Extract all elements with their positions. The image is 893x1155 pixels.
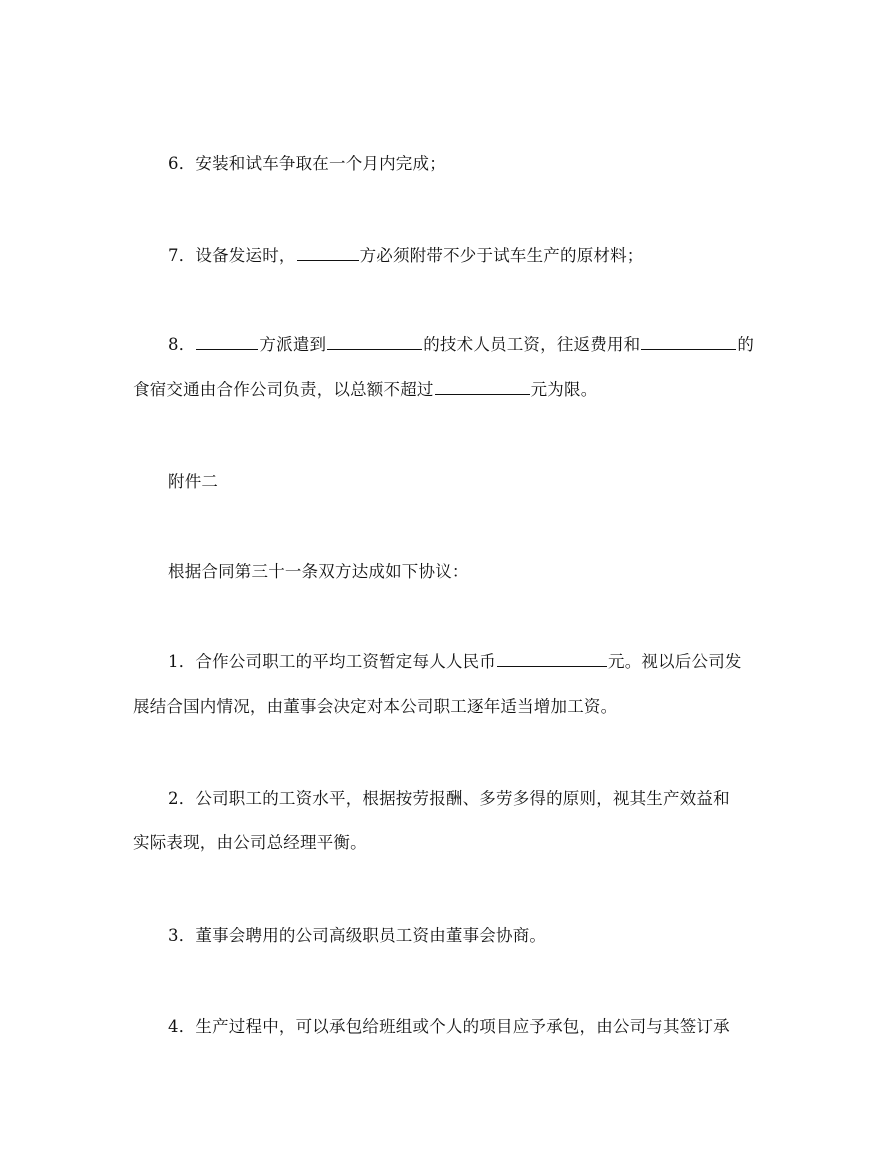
clause-8-text-1: 方派遣到 xyxy=(259,335,327,354)
annex-clause-2-text: 2．公司职工的工资水平，根据按劳报酬、多劳多得的原则，视其生产效益和 xyxy=(168,789,730,808)
annex-clause-1-text-end: 元。视以后公司发 xyxy=(608,652,742,671)
annex-title-text: 附件二 xyxy=(168,472,219,491)
clause-8-text-3: 的 xyxy=(737,335,755,354)
clause-7 xyxy=(168,245,644,267)
annex-clause-3-text: 3．董事会聘用的公司高级职员工资由董事会协商。 xyxy=(168,926,547,945)
blank-line xyxy=(497,651,607,667)
blank-line xyxy=(196,334,258,350)
annex-intro xyxy=(168,561,469,583)
annex-clause-4 xyxy=(168,1016,730,1038)
annex-intro-text: 根据合同第三十一条双方达成如下协议： xyxy=(168,562,469,581)
clause-7-text-end: 方必须附带不少于试车生产的原材料； xyxy=(359,246,644,265)
clause-6 xyxy=(168,153,446,175)
annex-clause-1-continuation xyxy=(133,696,617,718)
annex-clause-1-text-start: 1．合作公司职工的平均工资暂定每人人民币 xyxy=(168,652,496,671)
clause-7-text-start: 7．设备发运时， xyxy=(168,246,296,265)
blank-line xyxy=(297,245,359,261)
annex-clause-2-continuation xyxy=(133,832,367,854)
clause-8-text-5: 元为限。 xyxy=(530,380,598,399)
clause-6-text: 6．安装和试车争取在一个月内完成； xyxy=(168,154,446,173)
annex-clause-2 xyxy=(168,788,730,810)
clause-8-continuation xyxy=(133,379,597,401)
annex-clause-4-text: 4．生产过程中，可以承包给班组或个人的项目应予承包，由公司与其签订承 xyxy=(168,1017,730,1036)
annex-title xyxy=(168,471,218,493)
annex-clause-1-cont-text: 展结合国内情况，由董事会决定对本公司职工逐年适当增加工资。 xyxy=(133,697,618,716)
blank-line xyxy=(641,334,736,350)
blank-line xyxy=(435,379,530,395)
blank-line xyxy=(327,334,422,350)
clause-8-text-4: 食宿交通由合作公司负责，以总额不超过 xyxy=(133,380,434,399)
clause-8-text-2: 的技术人员工资，往返费用和 xyxy=(423,335,641,354)
annex-clause-1 xyxy=(168,651,742,673)
clause-8-number: 8． xyxy=(168,335,196,354)
annex-clause-2-cont-text: 实际表现，由公司总经理平衡。 xyxy=(133,833,367,852)
clause-8 xyxy=(168,334,754,356)
annex-clause-3 xyxy=(168,925,546,947)
